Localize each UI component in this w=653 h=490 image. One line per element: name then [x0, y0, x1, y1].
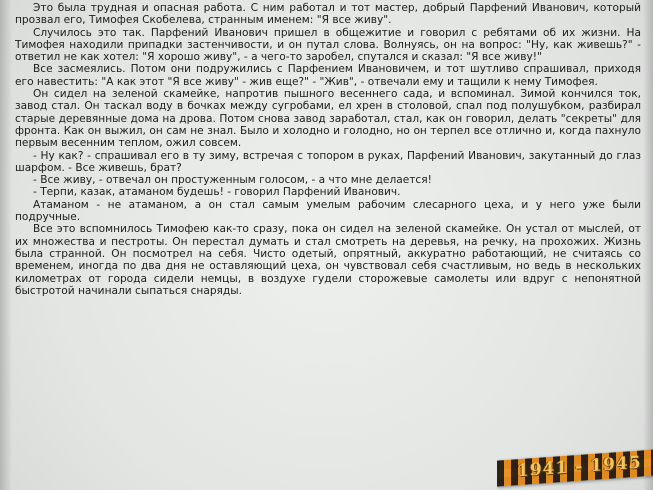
slide-edge-left: [0, 0, 12, 490]
story-paragraph-7: - Терпи, казак, атаманом будешь! - говорил Парфений Иванович.: [33, 186, 401, 199]
banner-years: 1941 - 1945: [517, 452, 642, 482]
story-paragraph-6: - Все живу, - отвечал он простуженным голосом, - а что мне делается!: [33, 174, 432, 187]
story-paragraph-5: - Ну как? - спрашивал его в ту зиму, встречая с топором в руках, Парфений Иванович, закутанный до глаз шарфом. - Все живешь, брат?: [15, 149, 641, 174]
story-paragraph-4: Он сидел на зеленой скамейке, напротив пышного весеннего сада, и вспоминал. Зимой кончился ток, завод стал. Он таскал воду в бочках между сугробами, ел хрен в столовой, спал под полушубком, разбирал старые деревянные дома на дрова. Потом снова завод заработал, стал, как он говорил, делать "секреты" для фронта. Как он выжил, он сам не знал. Было и холодно и голодно, но он терпел все отлично и, когда пахнуло первым весенним теплом, ожил совсем.: [15, 88, 641, 150]
slide-edge-right: [643, 0, 653, 490]
story-paragraph-9: Все это вспомнилось Тимофею как-то сразу, пока он сидел на зеленой скамейке. Он устал от мыслей, от их множества и пестроты. Он перестал думать и стал смотреть на деревья, на речку, на прохожих. Жизнь была странной. Он посмотрел на себя. Чисто одетый, опрятный, аккуратно работающий, не считаясь со временем, иногда по два дня не оставляющий цеха, он чувствовал себя счастливым, но ведь в нескольких километрах от города сидели немцы, в воздухе гудели сторожевые самолеты или вдруг с непонятной быстротой начинали сыпаться снаряды.: [15, 223, 641, 297]
story-paragraph-1: Это была трудная и опасная работа. С ним работал и тот мастер, добрый Парфений Иванович, который прозвал его, Тимофея Скобелева, странным именем: "Я все живу".: [15, 2, 641, 27]
story-paragraph-8: Атаманом - не атаманом, а он стал самым умелым рабочим слесарного цеха, и у него уже были подручные.: [15, 198, 641, 224]
story-paragraph-2: Случилось это так. Парфений Иванович пришел в общежитие и говорил с ребятами об их жизни. На Тимофея находили припадки застенчивости, и он путал слова. Волнуясь, он на вопрос: "Ну, как живешь?" - ответил не как хотел: "Я хорошо живу", - а чего-то заробел, спутался и сказал: "Я все живу!": [15, 26, 641, 64]
story-text: [15, 2, 641, 297]
story-paragraph-3: Все засмеялись. Потом они подружились с Парфением Ивановичем, и тот шутливо спрашивал, приходя его навестить: "А как этот "Я все живу" - жив еще?" - "Жив", - отвечали ему и тащили к нему Тимофея.: [15, 63, 641, 88]
st-george-ribbon-banner: [497, 443, 653, 490]
